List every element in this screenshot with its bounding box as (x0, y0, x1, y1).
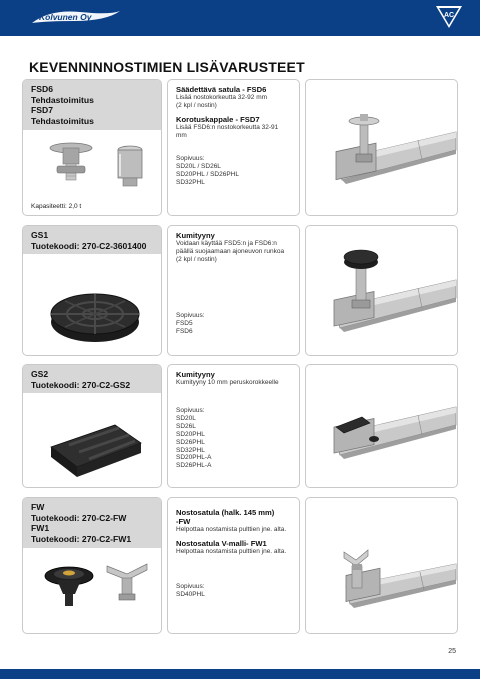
suitability-item: SD32PHL (176, 446, 205, 454)
ac-badge-icon (434, 4, 464, 30)
suitability-item: SD32PHL (176, 178, 205, 186)
product-delivery: Tehdastoimitus (31, 115, 94, 126)
suitability-item: SD20PHL / SD26PHL (176, 170, 239, 178)
description-text: päällä suojaamaan ajoneuvon runkoa (176, 248, 285, 255)
description-text: Helpottaa nostamista pulttien jne. alta. (176, 548, 287, 555)
suitability-item: SD26PHL (176, 438, 205, 446)
suitability-item: SD40PHL (176, 590, 205, 598)
product-panel-fsd (22, 79, 162, 216)
suitability-item: FSD6 (176, 327, 193, 335)
description-panel-gs2 (167, 364, 300, 488)
product-header (23, 365, 161, 393)
product-code: GS2 (31, 369, 49, 379)
suitability-item: SD20PHL-A (176, 454, 212, 462)
suitability-item: SD20L / SD26L (176, 162, 221, 170)
photo-panel-fw (305, 497, 458, 634)
product-code: GS1 (31, 230, 49, 240)
description-panel-fsd (167, 79, 300, 216)
description-title: Kumityyny (176, 370, 215, 379)
suitability-item: SD26L (176, 422, 196, 430)
description-text: mm (176, 132, 187, 139)
page-number: 25 (448, 648, 456, 655)
description-text: Helpottaa nostamista pulttien jne. alta. (176, 526, 287, 533)
lift-arm-with-rubber-block-image (306, 365, 458, 488)
description-title: Säädettävä satula - FSD6 (176, 85, 267, 94)
product-panel-gs2 (22, 364, 162, 488)
product-header (23, 226, 161, 254)
suitability-list (176, 312, 205, 336)
suitability-item: SD20L (176, 414, 196, 422)
description-panel-fw (167, 497, 300, 634)
suitability-label: Sopivuus: (176, 155, 205, 162)
description-title: Kumityyny (176, 231, 215, 240)
product-code: FW (31, 502, 45, 512)
product-panel-fw (22, 497, 162, 634)
product-header (23, 498, 161, 548)
description-text: Kumityyny 10 mm peruskorokkeelle (176, 379, 279, 386)
svg-text:AC: AC (443, 12, 455, 19)
footer-bar (0, 669, 480, 679)
lift-arm-with-saddle-fw-image (306, 498, 458, 634)
suitability-item: SD20PHL (176, 430, 205, 438)
product-number: Tuotekoodi: 270-C2-FW (31, 512, 127, 523)
suitability-item: SD26PHL-A (176, 462, 212, 470)
description-text: (2 kpl / nostin) (176, 102, 217, 109)
description-title: Korotuskappale - FSD7 (176, 115, 260, 124)
lifting-saddle-image (23, 552, 162, 634)
fsd6-saddle-image (23, 138, 162, 200)
description-text: Lisää FSD6:n nostokorkeutta 32-91 (176, 124, 279, 131)
description-text: (2 kpl / nostin) (176, 256, 217, 263)
suitability-list (176, 583, 205, 599)
suitability-item: FSD5 (176, 319, 193, 327)
product-header (23, 80, 161, 130)
description-title: Nostosatula (halk. 145 mm) (176, 508, 275, 517)
page-title: KEVENNINNOSTIMIEN LISÄVARUSTEET (29, 59, 305, 75)
suitability-list (176, 407, 211, 470)
kolvunen-logo (30, 7, 122, 29)
description-title: Nostosatula V-malli- FW1 (176, 539, 267, 548)
description-title: -FW (176, 517, 191, 526)
description-text: Lisää nostokorkeutta 32-92 mm (176, 94, 268, 101)
product-number: Tuotekoodi: 270-C2-GS2 (31, 379, 131, 390)
description-panel-gs1 (167, 225, 300, 356)
rubber-block-image (23, 395, 162, 488)
description-text: Voidaan käyttää FSD5:n ja FSD6:n (176, 240, 277, 247)
suitability-label: Sopivuus: (176, 583, 205, 590)
product-code: FSD6 (31, 84, 53, 94)
lift-arm-with-rubber-pad-image (306, 226, 458, 356)
product-delivery: Tehdastoimitus (31, 94, 94, 105)
svg-text:Kolvunen Oy: Kolvunen Oy (39, 12, 92, 22)
rubber-pad-image (23, 256, 162, 356)
photo-panel-gs2 (305, 364, 458, 488)
product-code: FW1 (31, 523, 50, 533)
photo-panel-fsd (305, 79, 458, 216)
product-code: FSD7 (31, 105, 53, 115)
suitability-label: Sopivuus: (176, 407, 205, 414)
lift-arm-with-saddle-image (306, 80, 458, 216)
product-panel-gs1 (22, 225, 162, 356)
photo-panel-gs1 (305, 225, 458, 356)
capacity-label: Kapasiteetti: 2,0 t (31, 203, 82, 210)
product-number: Tuotekoodi: 270-C2-FW1 (31, 533, 132, 544)
suitability-list (176, 155, 239, 187)
header-bar (0, 0, 480, 36)
product-number: Tuotekoodi: 270-C2-3601400 (31, 240, 147, 251)
suitability-label: Sopivuus: (176, 312, 205, 319)
